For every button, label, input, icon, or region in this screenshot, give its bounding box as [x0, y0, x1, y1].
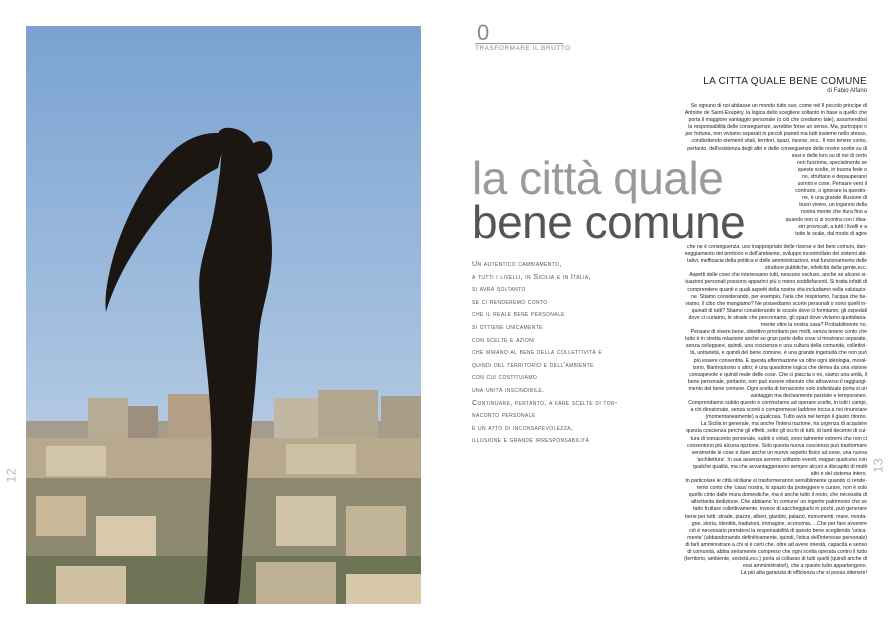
body-line: per fortuna, non viviamo separati in piccoli pianeti ma tutti insieme nello stesso, [685, 131, 867, 138]
body-line: neggiamento del territorio e dell'ambiente, sviluppo incontrollato dei sistemi abi- [684, 251, 867, 258]
body-line: nostra mente che dura fino a [800, 209, 867, 216]
section-label: TRASFORMARE IL BRUTTO [475, 45, 571, 52]
body-line: dove ci curiamo, le strade che percorriamo, gli spazi dove viviamo quotidiana- [688, 314, 867, 321]
body-line: questa coscienza perché gli effetti, sotto gli occhi di tutti, di tanti decenni di cul- [686, 428, 867, 435]
statue-photo [26, 26, 421, 604]
body-line: no, sfruttano e depauperano [801, 173, 867, 180]
body-line: uomini e cose. Pensare vero il [797, 181, 867, 188]
body-line: contrario, o ignorare la questio- [795, 188, 867, 195]
body-line: ne, è una grande illusione di [802, 195, 867, 202]
body-line: La più alta garanzia di efficienza che si possa ottenere! [740, 570, 867, 577]
intro-line: naconto personale [472, 410, 536, 420]
body-line: mento del bene comune. Ogni scelta di tornaconto solo individuale porta si un [688, 385, 867, 392]
intro-line: che mirano al bene della collettività e [472, 347, 603, 357]
body-line: tativi, inefficacia della politica e delle amministrazioni, mal funzionamento delle [687, 258, 867, 265]
body-line: veramente le cose e dare anche un nuovo aspetto fisico ad esse, una nuova [691, 449, 867, 456]
body-line: tutto è in stretta relazione anche se gran parte delle cose si mostrano separate, [685, 336, 867, 343]
body-line: Pensare di vivere bene, obiettivo prioritario per molti, senza tenere conto che [690, 329, 867, 336]
intro-line: se ci renderemo conto [472, 296, 548, 306]
intro-line: illusione e grande irresponsabilità [472, 435, 590, 445]
page-number-left: 12 [3, 468, 19, 483]
body-line: ciò è necessario prendersi la responsabilità di questo bene scegliendo 'unica- [689, 527, 867, 534]
body-line: mente oltre la nostra casa? Probabilmente no. [760, 322, 867, 329]
body-text-upper [677, 103, 867, 238]
body-line: ne. Stiamo considerando, per esempio, l'aria che respiriamo, l'acqua che be- [691, 293, 867, 300]
intro-line: si ottiene unicamente [472, 321, 543, 331]
body-line: (territorio, ambiente, società,ecc.) porta al collasso di tutti quelli (quindi anche di [684, 556, 867, 563]
body-line: ismo, filantropismo o altro; è una questione logica che deriva da una visione [692, 364, 867, 371]
body-line: (momentaneamente) a qualcosa. Tutto avrà nel tempo il giusto ritorno. [705, 414, 867, 421]
intro-line: che il reale bene personale [472, 309, 565, 319]
body-line: tuazioni personali possono apparirci più o meno soddisfacenti. Si tratta infatti di [685, 279, 867, 286]
intro-line: si avrà soltanto [472, 284, 526, 294]
body-line: a ciò direzionate, senza sconti o compromessi laddove tocca a noi rinunciare [690, 407, 867, 414]
body-line: quando non ci si scontra con i disa- [785, 216, 867, 223]
body-line: fatto fruttare collettivamente, invece di saccheggiarlo in pochi, può generare [693, 506, 867, 513]
body-line: strutture pubbliche, infelicità della gente,ecc. [764, 265, 867, 272]
article-title: LA CITTA QUALE BENE COMUNE [703, 76, 867, 87]
body-line: senza sviluppare, quindi, una coscienza e una cultura della comunità, collettivi- [685, 343, 867, 350]
intro-line: quindi del territorio e dell'ambiente [472, 359, 594, 369]
body-line: consentono più alcuna opzione. Solo questa nuova coscienza può trasformare [687, 442, 867, 449]
body-line: comprendere quanti e quali aspetti della nostra vita includiamo nella valutazio- [687, 286, 867, 293]
article-author: di Fabio Alfano [827, 88, 867, 94]
body-line: queste scelte, in buona fede o [797, 166, 867, 173]
body-line: vantaggio ma decisamente parziale e temporaneo. [750, 392, 867, 399]
intro-line: una unità inscindibile. [472, 384, 545, 394]
body-line: altrettanta dedizione. Che abbiamo 'in comune' un ingente patrimonio che se [691, 499, 867, 506]
body-line: tutte le scale, dal modo di agire [795, 230, 867, 237]
headline-line-1: la città quale [472, 152, 724, 204]
body-line: remo conto che 'casa' nostra, lo spazio da proteggere e curare, non è solo [696, 485, 867, 492]
body-line: essi e delle loro su di noi di certo [791, 152, 867, 159]
body-line: mente' (abbandonando definitivamente, quindi, l'etica dell'interesse personale) [687, 534, 867, 541]
body-line: che ne è conseguenza: uso inappropriato delle risorse e dei beni comuni, dan- [687, 244, 867, 250]
body-line: tà, unitarietà, e quindi del bene comune, è una grande ingenuità che non può [690, 350, 867, 357]
body-line: Se ognuno di noi abitasse un mondo tutto suo, come nel Il piccolo principe di [690, 103, 867, 109]
body-line: tura di tornaconto personale, subiti o voluti, sono talmente estremi che non ci [690, 435, 867, 442]
page-number-right: 13 [870, 458, 886, 473]
body-line: Aspetti delle cose che interessano tutti, nessuno escluso, anche se alcune si- [689, 272, 867, 279]
section-number: 0 [477, 20, 491, 45]
body-line: non funziona, specialmente se [796, 159, 867, 166]
body-line: 'architettura'. In sua assenza avremo soltanto eventi, magari qualcuno con [696, 456, 867, 463]
intro-line: Continuare, pertanto, a fare scelte di tor- [472, 397, 618, 407]
body-line: consapevole e quindi reale delle cose. Che ci piaccia o no, siamo una unità, il [689, 371, 867, 378]
body-line: di comunità, abbia seriamente compreso che ogni scelta operata contro il tutto [687, 549, 867, 556]
body-line: La Sicilia in generale, ma anche l'intera nazione, ha urgenza di acquisire [700, 421, 867, 428]
body-line: di farli amministrare a chi si è certi che, oltre ad avere onestà, capacità e senso [685, 541, 867, 548]
body-line: quinati di tutti? Stiamo considerando le scuole dove ci formiamo, gli ospedali [691, 307, 867, 314]
body-line: qualche qualità, ma che avvantaggeranno sempre alcuni a discapito di molti [692, 463, 867, 470]
body-line: pertanto, dell'esistenza degli altri e delle conseguenze delle nostre scelte su di [687, 145, 867, 152]
body-line: bene per tutti: strade, piazze, alberi, giardini, palazzi, monumenti, mare, monta- [685, 513, 867, 520]
body-line: porta il maggiore vantaggio personale (o ciò che crediamo tale), assumendosi [688, 117, 867, 124]
intro-line: a tutti i livelli, in Sicilia e in Italia, [472, 271, 591, 281]
intro-line: è un atto di inconsapevolezza, [472, 422, 574, 432]
body-line: quello cinto dalle mura domestiche, ma è anche tutto il resto, che necessita di [688, 492, 867, 499]
body-line: stri provocati, a tutti i livelli e a [798, 223, 867, 230]
intro-line: con scelte e azioni [472, 334, 535, 344]
body-text-lower [655, 244, 867, 577]
body-line: buon vivere, un inganno della [799, 202, 867, 209]
body-line: la responsabilità delle conseguenze, avrebbe forse un senso. Ma, purtroppo o [688, 124, 867, 131]
body-line: gne, storia, identità, tradizioni, immagine, economia, ...Che per fare avvenire [691, 520, 867, 527]
headline-line-2: bene comune [472, 196, 746, 248]
intro-line: Un autentico cambiamento, [472, 259, 562, 268]
body-line: condividendo elementi vitali, territori, spazi, risorse, ecc.. Il non tenere conto, [691, 138, 867, 145]
body-line: altri e del sistema intero. [810, 471, 867, 477]
body-line: più essere consentita. E questa affermazione va oltre ogni ideologia, moral- [693, 357, 867, 364]
body-line: In particolare le città siciliane si trasformeranno sensibilmente quando ci rende- [685, 478, 867, 485]
body-line: Comprendiamo subito questo e cominciamo ad operare scelte, in tutti i campi, [688, 400, 867, 407]
body-line: viamo, il cibo che mangiamo? Ne possediamo scorte personali o sono quelli in- [685, 300, 867, 307]
body-line: bene personale, pertanto, non può essere ottenuto che attraverso il raggiungi- [687, 378, 867, 385]
section-divider [475, 43, 563, 44]
statue-photo-illustration [26, 26, 421, 604]
body-line: Antoine de Saint-Exupéry, la logica dello scegliere soltanto in base a quello che [684, 110, 867, 117]
body-line: essi amministratori), che a questo tutto appartengono. [743, 563, 867, 570]
intro-line: con cui costituiamo [472, 372, 538, 382]
